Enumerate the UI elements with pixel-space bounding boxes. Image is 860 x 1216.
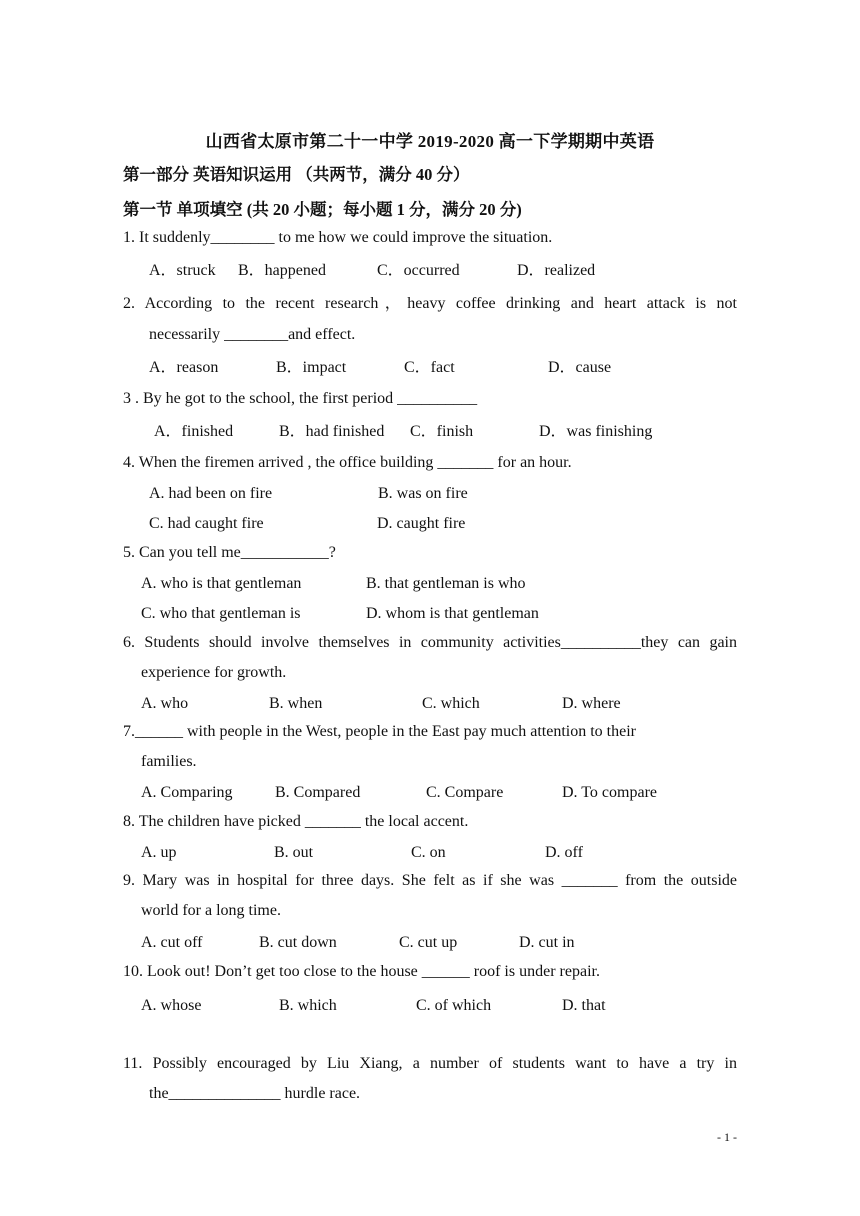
q7-option-a: A. Comparing bbox=[141, 784, 233, 801]
document-title: 山西省太原市第二十一中学 2019-2020 高一下学期期中英语 bbox=[205, 132, 655, 151]
q4-option-a: A. had been on fire bbox=[149, 485, 273, 502]
q4-option-b: B. was on fire bbox=[378, 485, 468, 502]
q2-option-d: D．cause bbox=[548, 359, 612, 376]
question-9-continued: world for a long time. bbox=[141, 902, 281, 919]
question-11-continued: the______________ hurdle race. bbox=[149, 1085, 361, 1102]
q8-option-b: B. out bbox=[274, 844, 314, 861]
question-11: 11. Possibly encouraged by Liu Xiang, a number of students want to have a try in bbox=[123, 1055, 737, 1072]
question-2: 2. According to the recent research，heavy coffee drinking and heart attack is not bbox=[123, 295, 737, 312]
q1-option-b: B．happened bbox=[238, 262, 326, 279]
q3-option-d: D．was finishing bbox=[539, 423, 653, 440]
q6-option-b: B. when bbox=[269, 695, 323, 712]
q3-option-a: A．finished bbox=[154, 423, 234, 440]
question-2-continued: necessarily ________and effect. bbox=[149, 326, 356, 343]
question-5: 5. Can you tell me___________? bbox=[123, 544, 336, 561]
q1-option-d: D．realized bbox=[517, 262, 596, 279]
q10-option-a: A. whose bbox=[141, 997, 202, 1014]
q9-option-b: B. cut down bbox=[259, 934, 337, 951]
q8-option-a: A. up bbox=[141, 844, 177, 861]
question-10: 10. Look out! Don’t get too close to the house ______ roof is under repair. bbox=[123, 963, 600, 980]
q2-option-a: A．reason bbox=[149, 359, 219, 376]
question-4: 4. When the firemen arrived , the office building _______ for an hour. bbox=[123, 454, 572, 471]
page-number: - 1 - bbox=[717, 1130, 737, 1144]
question-7: 7.______ with people in the West, people in the East pay much attention to their bbox=[123, 723, 636, 740]
question-9: 9. Mary was in hospital for three days. She felt as if she was _______ from the outside bbox=[123, 872, 737, 889]
question-7-continued: families. bbox=[141, 753, 197, 770]
q9-option-a: A. cut off bbox=[141, 934, 203, 951]
q8-option-c: C. on bbox=[411, 844, 446, 861]
q5-option-c: C. who that gentleman is bbox=[141, 605, 301, 622]
q4-option-c: C. had caught fire bbox=[149, 515, 264, 532]
q7-option-b: B. Compared bbox=[275, 784, 361, 801]
q4-option-d: D. caught fire bbox=[377, 515, 466, 532]
question-6-continued: experience for growth. bbox=[141, 664, 287, 681]
question-8: 8. The children have picked _______ the local accent. bbox=[123, 813, 469, 830]
q2-option-c: C．fact bbox=[404, 359, 455, 376]
q3-option-b: B．had finished bbox=[279, 423, 385, 440]
q6-option-d: D. where bbox=[562, 695, 621, 712]
q10-option-c: C. of which bbox=[416, 997, 492, 1014]
q6-option-c: C. which bbox=[422, 695, 480, 712]
question-1: 1. It suddenly________ to me how we could improve the situation. bbox=[123, 229, 553, 246]
q6-option-a: A. who bbox=[141, 695, 189, 712]
part-heading: 第一部分 英语知识运用 （共两节，满分 40 分） bbox=[123, 165, 470, 184]
q5-option-a: A. who is that gentleman bbox=[141, 575, 302, 592]
q7-option-c: C. Compare bbox=[426, 784, 504, 801]
q3-option-c: C．finish bbox=[410, 423, 474, 440]
q7-option-d: D. To compare bbox=[562, 784, 657, 801]
q9-option-c: C. cut up bbox=[399, 934, 458, 951]
question-6: 6. Students should involve themselves in community activities__________they can gain bbox=[123, 634, 737, 651]
q9-option-d: D. cut in bbox=[519, 934, 575, 951]
q1-option-a: A．struck bbox=[149, 262, 216, 279]
q10-option-b: B. which bbox=[279, 997, 337, 1014]
q5-option-d: D. whom is that gentleman bbox=[366, 605, 539, 622]
q8-option-d: D. off bbox=[545, 844, 583, 861]
question-3: 3 . By he got to the school, the first period __________ bbox=[123, 390, 478, 407]
q10-option-d: D. that bbox=[562, 997, 606, 1014]
section-heading: 第一节 单项填空 (共 20 小题；每小题 1 分，满分 20 分) bbox=[123, 200, 522, 219]
q5-option-b: B. that gentleman is who bbox=[366, 575, 526, 592]
q2-option-b: B．impact bbox=[276, 359, 347, 376]
q1-option-c: C．occurred bbox=[377, 262, 460, 279]
